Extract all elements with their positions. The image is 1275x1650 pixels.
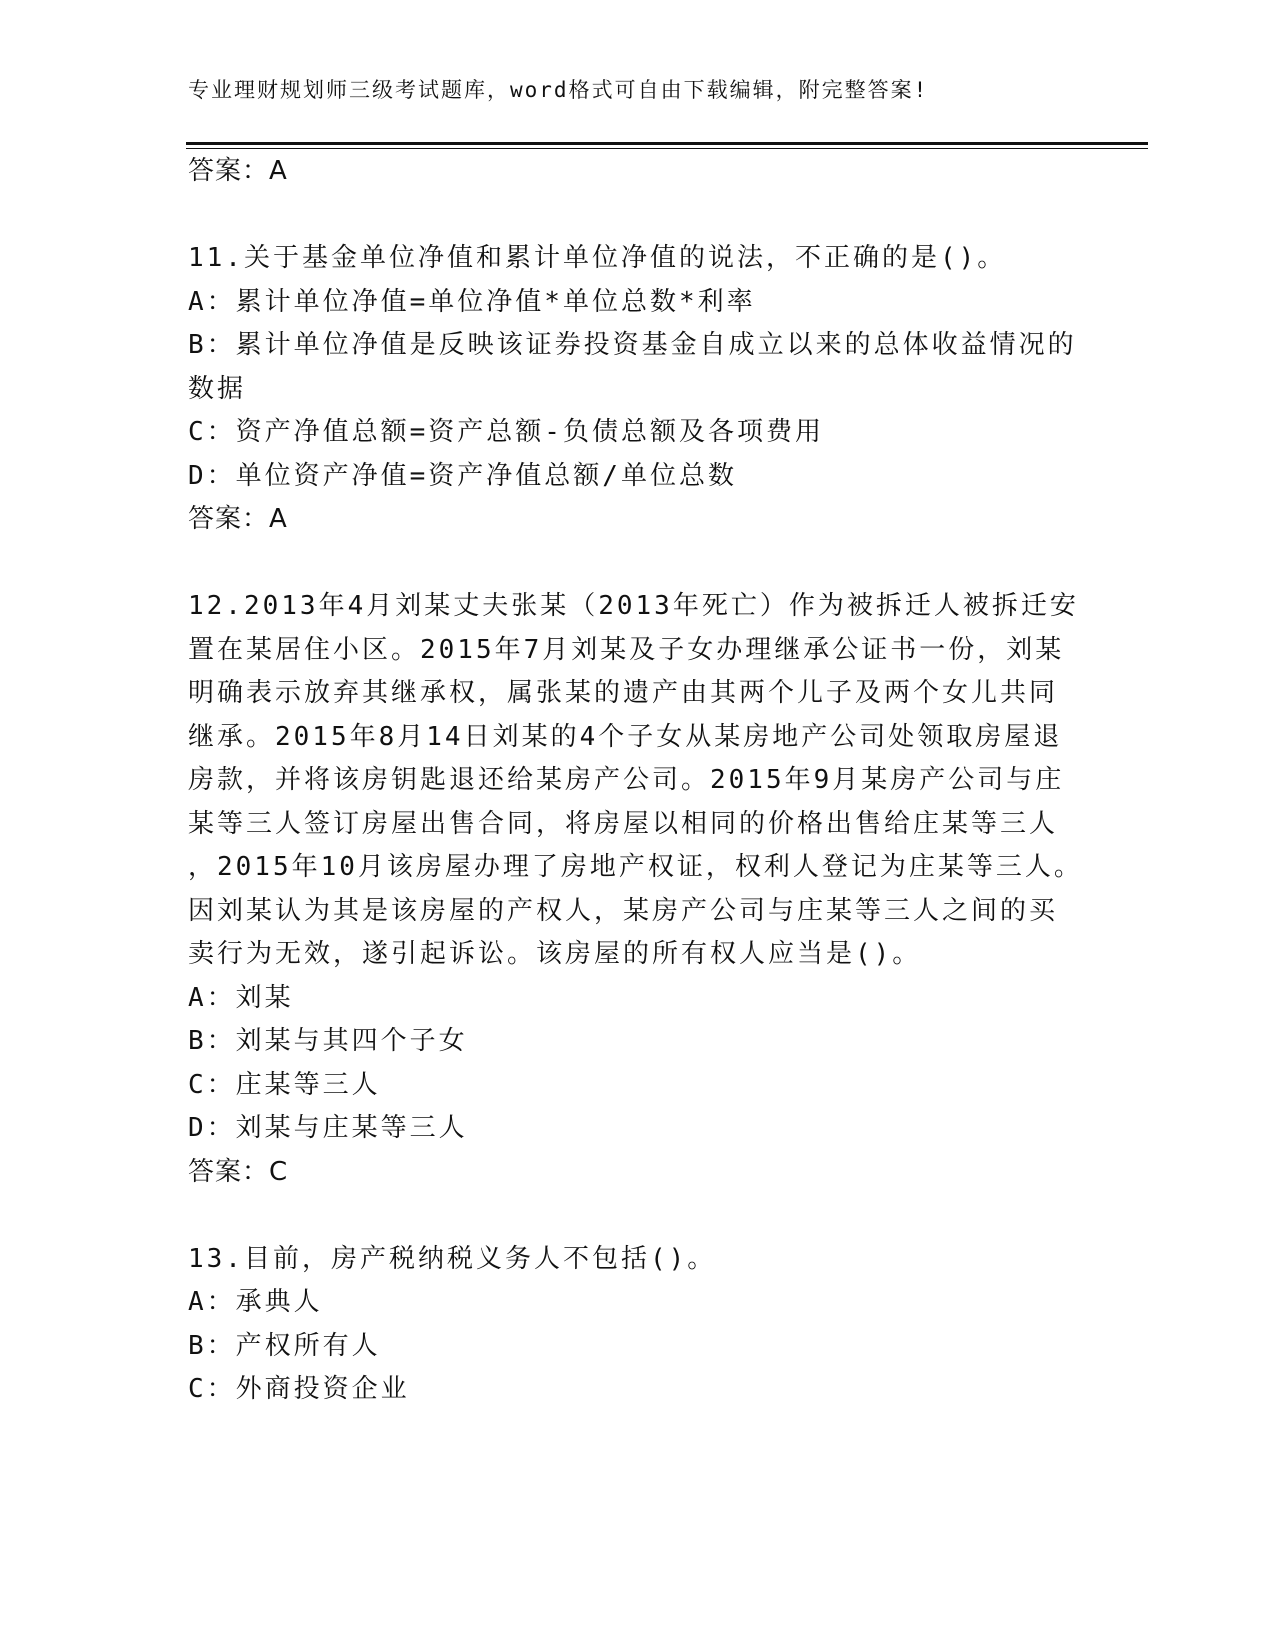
question-13-option-a: A：承典人 [188,1287,323,1317]
question-12-stem-line-5: 房款，并将该房钥匙退还给某房产公司。2015年9月某房产公司与庄 [188,765,1065,795]
question-11-answer: 答案：A [188,504,288,534]
question-12-option-b: B：刘某与其四个子女 [188,1026,468,1056]
question-12-option-c: C：庄某等三人 [188,1070,381,1100]
question-11-option-a: A：累计单位净值=单位净值*单位总数*利率 [188,287,756,317]
answer-line: 答案：A [188,156,288,186]
question-12-stem-line-8: 因刘某认为其是该房屋的产权人，某房产公司与庄某等三人之间的买 [188,896,1059,926]
question-11-option-b: B：累计单位净值是反映该证券投资基金自成立以来的总体收益情况的 [188,330,1077,360]
question-12-stem-line-9: 卖行为无效，遂引起诉讼。该房屋的所有权人应当是()。 [188,939,922,969]
header-rule-thin [186,148,1148,149]
question-12-stem-line-6: 某等三人签订房屋出售合同，将房屋以相同的价格出售给庄某等三人 [188,809,1059,839]
question-12-stem-line-4: 继承。2015年8月14日刘某的4个子女从某房地产公司处领取房屋退 [188,722,1063,752]
question-12-stem-line-2: 置在某居住小区。2015年7月刘某及子女办理继承公证书一份，刘某 [188,635,1065,665]
question-13-stem: 13.目前，房产税纳税义务人不包括()。 [188,1244,717,1274]
question-11-option-c: C：资产净值总额=资产总额-负债总额及各项费用 [188,417,824,447]
question-12-option-a: A：刘某 [188,983,294,1013]
question-11-option-d: D：单位资产净值=资产净值总额/单位总数 [188,461,737,491]
header-rule-thick [186,142,1148,145]
question-11-option-b-continued: 数据 [188,374,247,404]
question-12-stem-line-1: 12.2013年4月刘某丈夫张某（2013年死亡）作为被拆迁人被拆迁安 [188,591,1079,621]
question-13-option-b: B：产权所有人 [188,1331,381,1361]
page-header: 专业理财规划师三级考试题库，word格式可自由下载编辑，附完整答案! [188,78,929,102]
question-12-answer: 答案：C [188,1157,289,1187]
question-12-stem-line-3: 明确表示放弃其继承权，属张某的遗产由其两个儿子及两个女儿共同 [188,678,1059,708]
question-12-option-d: D：刘某与庄某等三人 [188,1113,468,1143]
question-13-option-c: C：外商投资企业 [188,1374,410,1404]
question-11-stem: 11.关于基金单位净值和累计单位净值的说法，不正确的是()。 [188,243,1007,273]
question-12-stem-line-7: ，2015年10月该房屋办理了房地产权证，权利人登记为庄某等三人。 [188,852,1083,882]
